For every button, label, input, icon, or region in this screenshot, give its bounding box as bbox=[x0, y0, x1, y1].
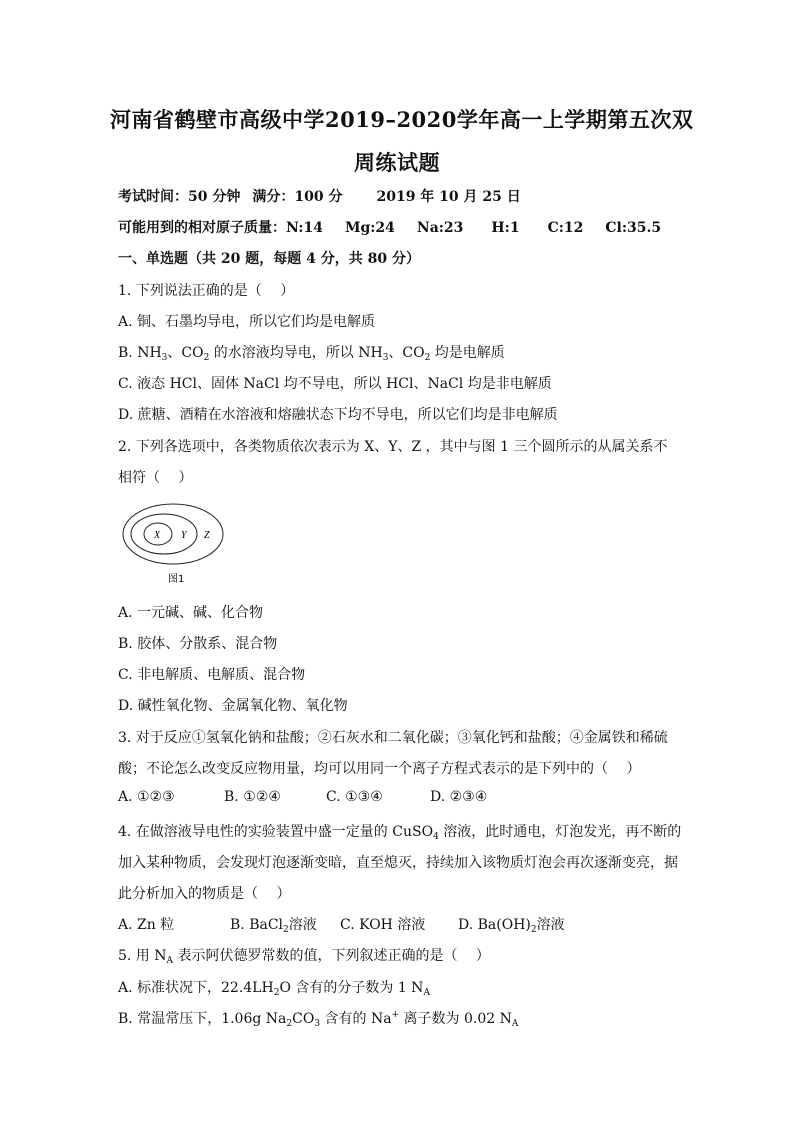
q5-stem: 5. 用 $N_A$ 表示阿伏德罗常数的值，下列叙述正确的是（ ） bbox=[118, 948, 490, 966]
page-title-line2: 周练试题 bbox=[354, 150, 440, 175]
q1-option-d: D. 蔗糖、酒精在水溶液和熔融状态下均不导电，所以它们均是非电解质 bbox=[118, 407, 558, 423]
q4-stem-line2: 加入某种物质，会发现灯泡逐渐变暗，直至熄灭，持续加入该物质灯泡会再次逐渐变亮，据 bbox=[118, 855, 678, 871]
q2-stem-line1: 2. 下列各选项中，各类物质依次表示为 X、Y、Z ，其中与图 1 三个圆所示的从属关系不 bbox=[118, 439, 668, 455]
q1-option-b: B. $NH_3$、$CO_2$ 的水溶液均导电，所以 $NH_3$、$CO_2$ 均是电解质 bbox=[118, 345, 505, 363]
q4-option-c: C. KOH 溶液 bbox=[340, 917, 426, 933]
q3-option-c: C. ①③④ bbox=[326, 789, 383, 805]
q2-option-b: B. 胶体、分散系、混合物 bbox=[118, 636, 278, 652]
atomic-mass-h: H:1 bbox=[491, 220, 520, 236]
q4-option-b: B. BaCl2溶液 bbox=[230, 917, 317, 935]
label-y: Y bbox=[181, 530, 187, 541]
section-heading: 一、单选题（共 20 题，每题 4 分，共 80 分） bbox=[118, 251, 420, 267]
q4-stem-line3: 此分析加入的物质是（ ） bbox=[118, 886, 291, 902]
q4-options bbox=[118, 914, 565, 935]
exam-date: 2019 年 10 月 25 日 bbox=[376, 189, 521, 205]
nested-circles-figure bbox=[120, 500, 230, 590]
q5-option-a: A. 标准状况下，$22.4LH_2O$ 含有的分子数为 1 $N_A$ bbox=[118, 980, 430, 998]
q3-option-d: D. ②③④ bbox=[430, 789, 488, 805]
q3-option-a: A. ①②③ bbox=[118, 789, 175, 805]
q2-option-d: D. 碱性氧化物、金属氧化物、氧化物 bbox=[118, 698, 348, 714]
atomic-mass-mg: Mg:24 bbox=[344, 220, 395, 236]
q1-option-c: C. 液态 HCl、固体 NaCl 均不导电，所以 HCl、NaCl 均是非电解质 bbox=[118, 376, 552, 392]
atomic-mass-cl: Cl:35.5 bbox=[605, 220, 662, 236]
q2-option-a: A. 一元碱、碱、化合物 bbox=[118, 605, 264, 621]
q4-option-d: D. Ba(OH)2溶液 bbox=[458, 917, 565, 935]
q3-option-b: B. ①②④ bbox=[224, 789, 281, 805]
q1-option-a: A. 铜、石墨均导电，所以它们均是电解质 bbox=[118, 314, 376, 330]
atomic-mass-c: C:12 bbox=[547, 220, 584, 236]
q3-stem-line1: 3. 对于反应①氢氧化钠和盐酸；②石灰水和二氧化碳；③氧化钙和盐酸；④金属铁和稀硫 bbox=[118, 730, 668, 746]
q5-option-b: B. 常温常压下，1.06g $Na_2CO_3$ 含有的 Na+ 离子数为 0.02 $N_A$ bbox=[118, 1010, 519, 1029]
exam-score: 满分：100 分 bbox=[252, 189, 343, 205]
atomic-masses-label: 可能用到的相对原子质量：N:14 bbox=[118, 220, 323, 236]
exam-time: 考试时间：50 分钟 bbox=[118, 189, 241, 205]
page-title-line1: 河南省鹤壁市高级中学2019–2020学年高一上学期第五次双 bbox=[110, 107, 694, 132]
q4-stem-line1: 4. 在做溶液导电性的实验装置中盛一定量的 CuSO$_4$ 溶液，此时通电，灯泡发光，再不断的 bbox=[118, 824, 682, 842]
atomic-mass-na: Na:23 bbox=[416, 220, 464, 236]
q2-option-c: C. 非电解质、电解质、混合物 bbox=[118, 667, 306, 683]
label-z: Z bbox=[204, 530, 210, 541]
q1-stem: 1. 下列说法正确的是（ ） bbox=[118, 283, 295, 299]
q2-stem-line2: 相符（ ） bbox=[118, 470, 193, 486]
circle-y bbox=[131, 514, 197, 554]
atomic-masses bbox=[118, 217, 661, 237]
label-x: X bbox=[154, 530, 161, 541]
q3-stem-line2: 酸；不论怎么改变反应物用量，均可以用同一个离子方程式表示的是下列中的（ ） bbox=[118, 761, 641, 777]
figure-caption: 图1 bbox=[168, 574, 185, 585]
q3-options bbox=[118, 789, 487, 805]
q4-option-a: A. Zn 粒 bbox=[118, 917, 175, 933]
exam-info bbox=[118, 186, 521, 206]
